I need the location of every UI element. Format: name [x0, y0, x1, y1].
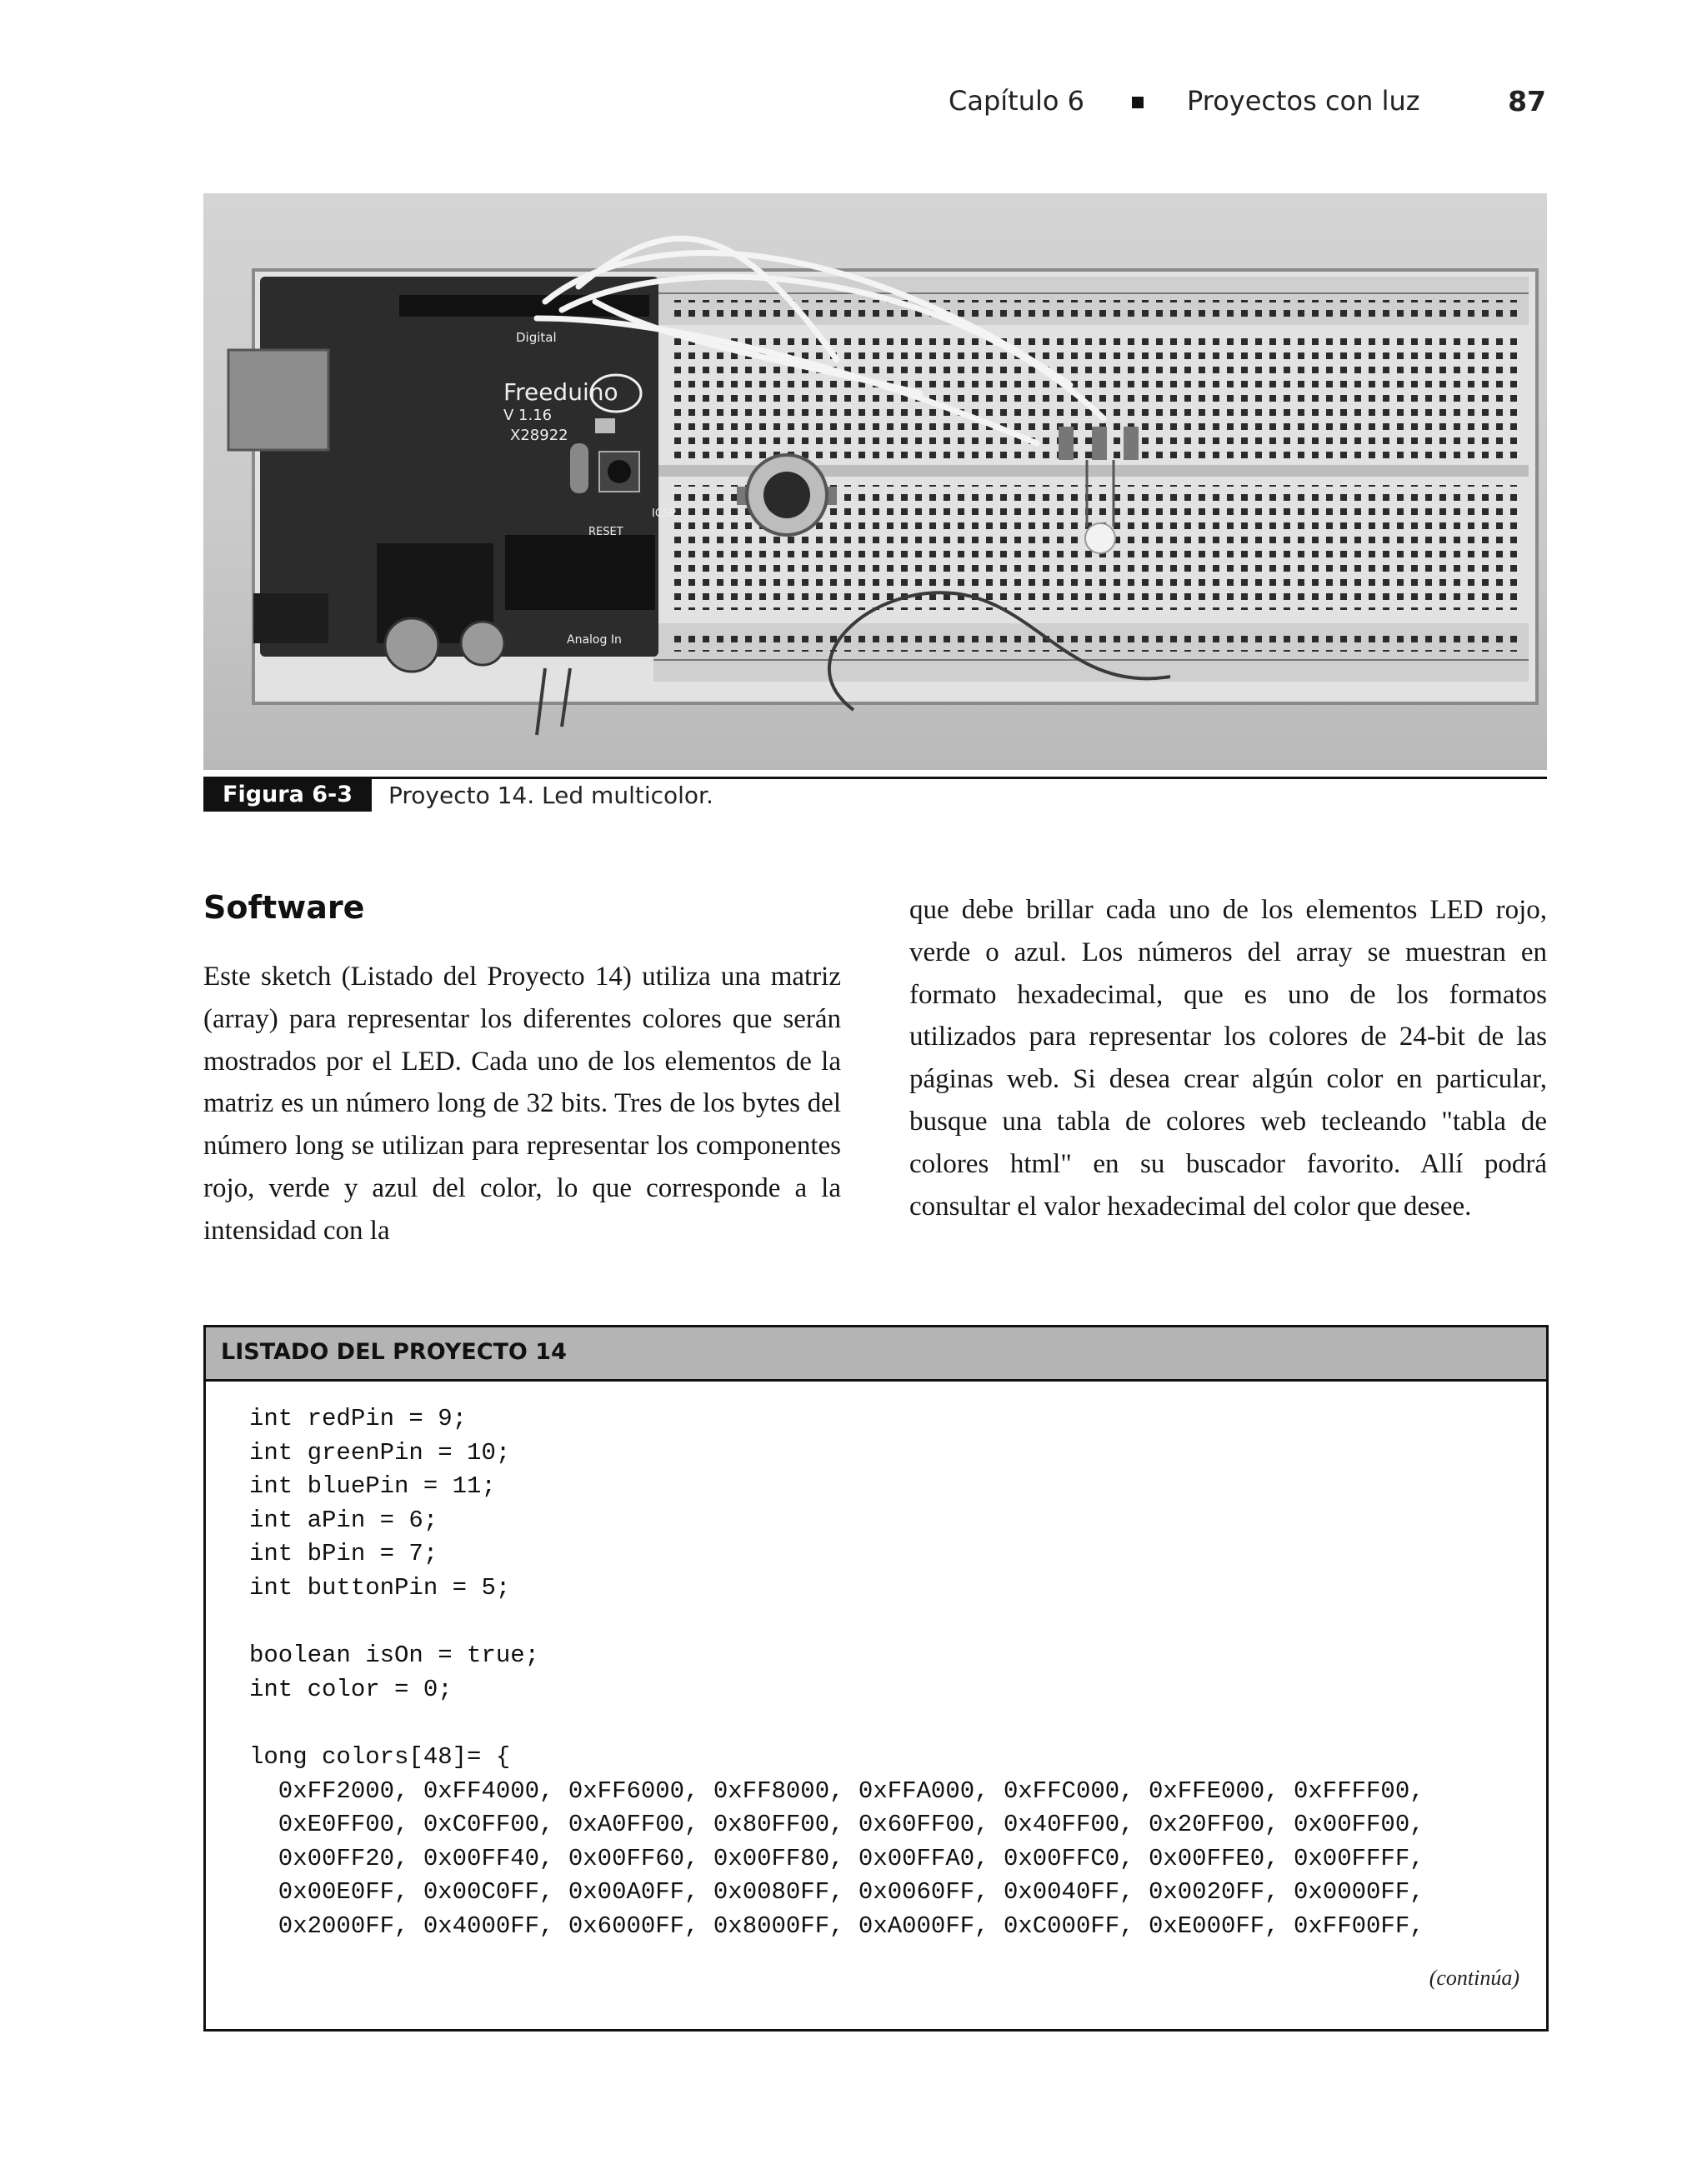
board-digital-text: Digital [516, 330, 557, 345]
listing-title: LISTADO DEL PROYECTO 14 [221, 1339, 567, 1365]
section-heading: Software [203, 889, 365, 926]
figure-rule [203, 777, 1547, 779]
listing-header [206, 1327, 1546, 1382]
figure-badge: Figura 6-3 [203, 778, 372, 812]
left-paragraph: Este sketch (Listado del Proyecto 14) utiliza una matriz (array) para representar los diferentes colores que serán mostrados por el LED. Cada uno de los elementos de la matriz es un número long de 32 bits. Tres de los bytes del número long se utilizan para representar los componentes rojo, verde y azul del color, lo que corresponde a la intensidad con la [203, 962, 841, 1246]
continued-note: (continúa) [1429, 1966, 1519, 1990]
left-column [203, 956, 841, 1252]
page-number: 87 [1508, 85, 1546, 117]
board-reset-text: RESET [588, 526, 623, 538]
figure-caption: Proyecto 14. Led multicolor. [388, 782, 713, 809]
board-analog-text: Analog In [567, 633, 622, 647]
board-serial-text: X28922 [510, 427, 568, 444]
breadboard-photo [203, 193, 1547, 770]
board-brand-text: Freeduino [503, 378, 618, 406]
right-column [909, 889, 1547, 1227]
chapter-label: Capítulo 6 [949, 85, 1084, 117]
code-block: int redPin = 9; int greenPin = 10; int bluePin = 11; int aPin = 6; int bPin = 7; int buttonPin = 5; boolean isOn = true; int color = 0; long colors[48]= { 0xFF2000, 0xFF4000, 0xFF6000, 0xFF8000, 0xFFA000, 0xFFC000, 0xFFE000, 0xFFFF00, 0xE0FF00, 0xC0FF00, 0xA0FF00, 0x80FF00, 0x60FF00, 0x40FF00, 0x20FF00, 0x00FF00, 0x00FF20, 0x00FF40, 0x00FF60, 0x00FF80, 0x00FFA0, 0x00FFC0, 0x00FFE0, 0x00FFFF, 0x00E0FF, 0x00C0FF, 0x00A0FF, 0x0080FF, 0x0060FF, 0x0040FF, 0x0020FF, 0x0000FF, 0x2000FF, 0x4000FF, 0x6000FF, 0x8000FF, 0xA000FF, 0xC000FF, 0xE000FF, 0xFF00FF, [249, 1405, 1424, 1940]
right-paragraph: que debe brillar cada uno de los elementos LED rojo, verde o azul. Los números del array se muestran en formato hexadecimal, que es uno de los formatos utilizados para representar los colores de 24-bit de las páginas web. Si desea crear algún color en particular, busque una tabla de colores web tecleando "tabla de colores html" en su buscador favorito. Allí podrá consultar el valor hexadecimal del color que desee. [909, 895, 1547, 1222]
board-icsp-text: ICSP [652, 507, 677, 520]
breadboard-photo-drawing [203, 193, 1547, 770]
section-label: Proyectos con luz [1187, 85, 1420, 117]
code-listing [203, 1325, 1549, 2032]
header-bullet-icon [1132, 97, 1144, 108]
board-version-text: V 1.16 [503, 407, 553, 424]
